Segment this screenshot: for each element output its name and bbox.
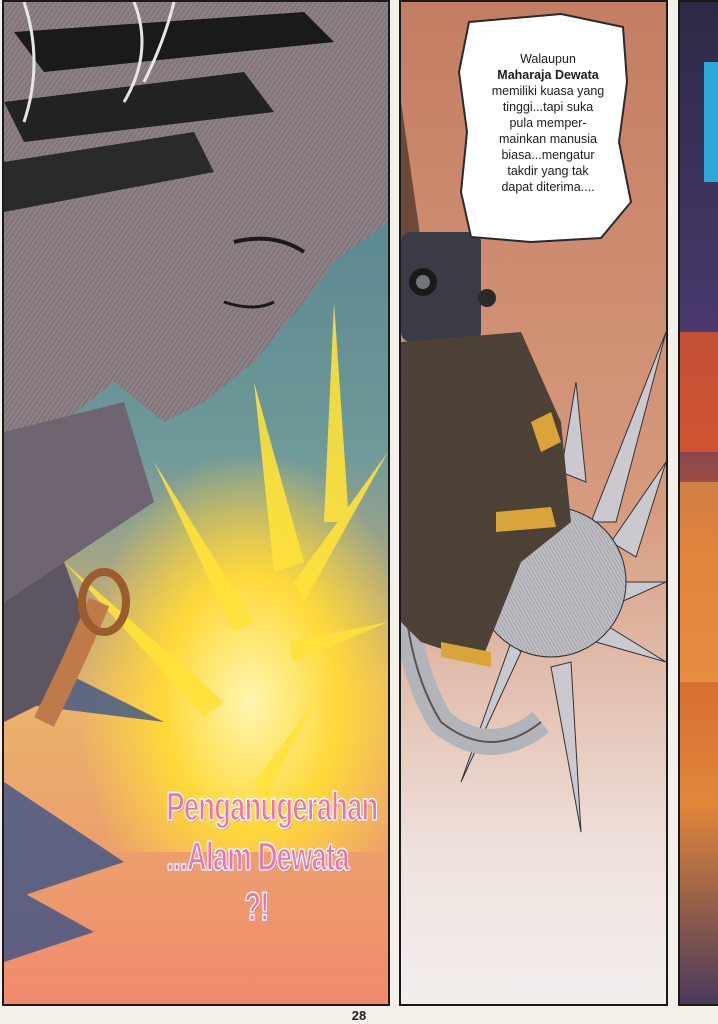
right-edge-blue-letter: [704, 62, 718, 182]
title-line-1: Penganugerahan: [166, 785, 378, 829]
panel-middle: [399, 0, 668, 1006]
narration-text: [463, 17, 633, 215]
narration-line-2: [473, 67, 623, 83]
panel-left: [2, 0, 390, 1006]
narration-line-5: pula memper-: [509, 116, 587, 130]
title-line-3: ?!: [244, 885, 269, 929]
page-number: 28: [351, 1008, 367, 1023]
right-edge-fire: [680, 332, 718, 452]
right-edge-glow: [680, 482, 718, 682]
narration-line-1: Walaupun: [520, 52, 576, 66]
title-line-2: ...Alam Dewata: [166, 835, 349, 879]
narration-line-8: takdir yang tak: [507, 164, 589, 178]
narration-line-3: memiliki kuasa yang: [491, 84, 605, 98]
right-edge-art: [680, 2, 718, 1004]
panel-right-edge: [678, 0, 718, 1006]
narration-line-4: tinggi...tapi suka: [502, 100, 594, 114]
narration-line-6: mainkan manusia: [499, 132, 597, 146]
narration-line-7: biasa...mengatur: [501, 148, 595, 162]
narration-line-9: dapat diterima....: [501, 180, 595, 194]
chapter-title: [124, 782, 389, 932]
narration-emphasis: Maharaja Dewata: [497, 68, 599, 82]
